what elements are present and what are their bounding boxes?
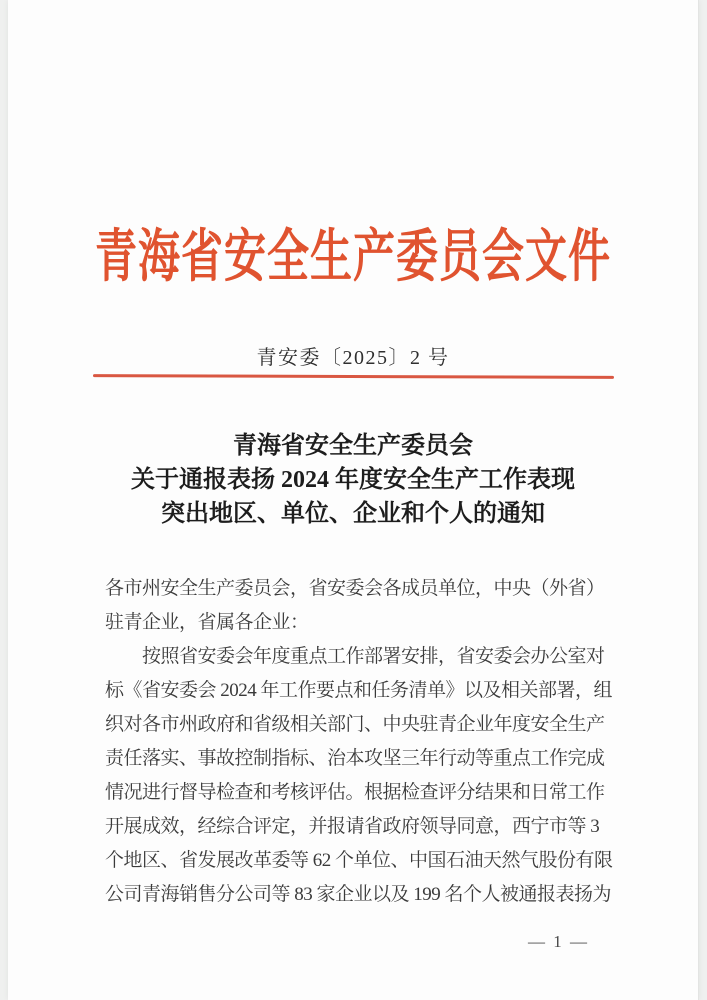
page-number: — 1 — [528, 932, 589, 951]
document-title-line: 突出地区、单位、企业和个人的通知 [161, 501, 545, 527]
document-header-title: 青海省安全生产委员会文件 [94, 226, 611, 289]
document-number: 青安委〔2025〕2 号 [256, 347, 450, 369]
body-text-line: 个地区、省发展改革委等 62 个单位、中国石油天然气股份有限 [105, 850, 613, 871]
body-text-line: 情况进行督导检查和考核评估。根据检查评分结果和日常工作 [105, 782, 605, 803]
body-text-line: 驻青企业，省属各企业： [105, 612, 309, 633]
document-title [8, 429, 698, 531]
body-text-line: 标《省安委会 2024 年工作要点和任务清单》以及相关部署，组 [105, 680, 613, 701]
document-title-line: 关于通报表扬 2024 年度安全生产工作表现 [131, 467, 575, 493]
body-text-line: 责任落实、事故控制指标、治本攻坚三年行动等重点工作完成 [105, 748, 605, 769]
body-text-line: 按照省安委会年度重点工作部署安排，省安委会办公室对 [105, 646, 605, 667]
body-text-line: 公司青海销售分公司等 83 家企业以及 199 名个人被通报表扬为 [105, 884, 612, 905]
body-text-line: 各市州安全生产委员会，省安委会各成员单位，中央（外省） [105, 578, 605, 599]
red-separator-line [93, 374, 614, 379]
body-text-line: 织对各市州政府和省级相关部门、中央驻青企业年度安全生产 [105, 714, 605, 735]
body-text-line: 开展成效，经综合评定，并报请省政府领导同意，西宁市等 3 [105, 816, 600, 837]
document-body [105, 572, 635, 912]
document-title-line: 青海省安全生产委员会 [233, 433, 473, 459]
document-page [8, 0, 699, 1000]
